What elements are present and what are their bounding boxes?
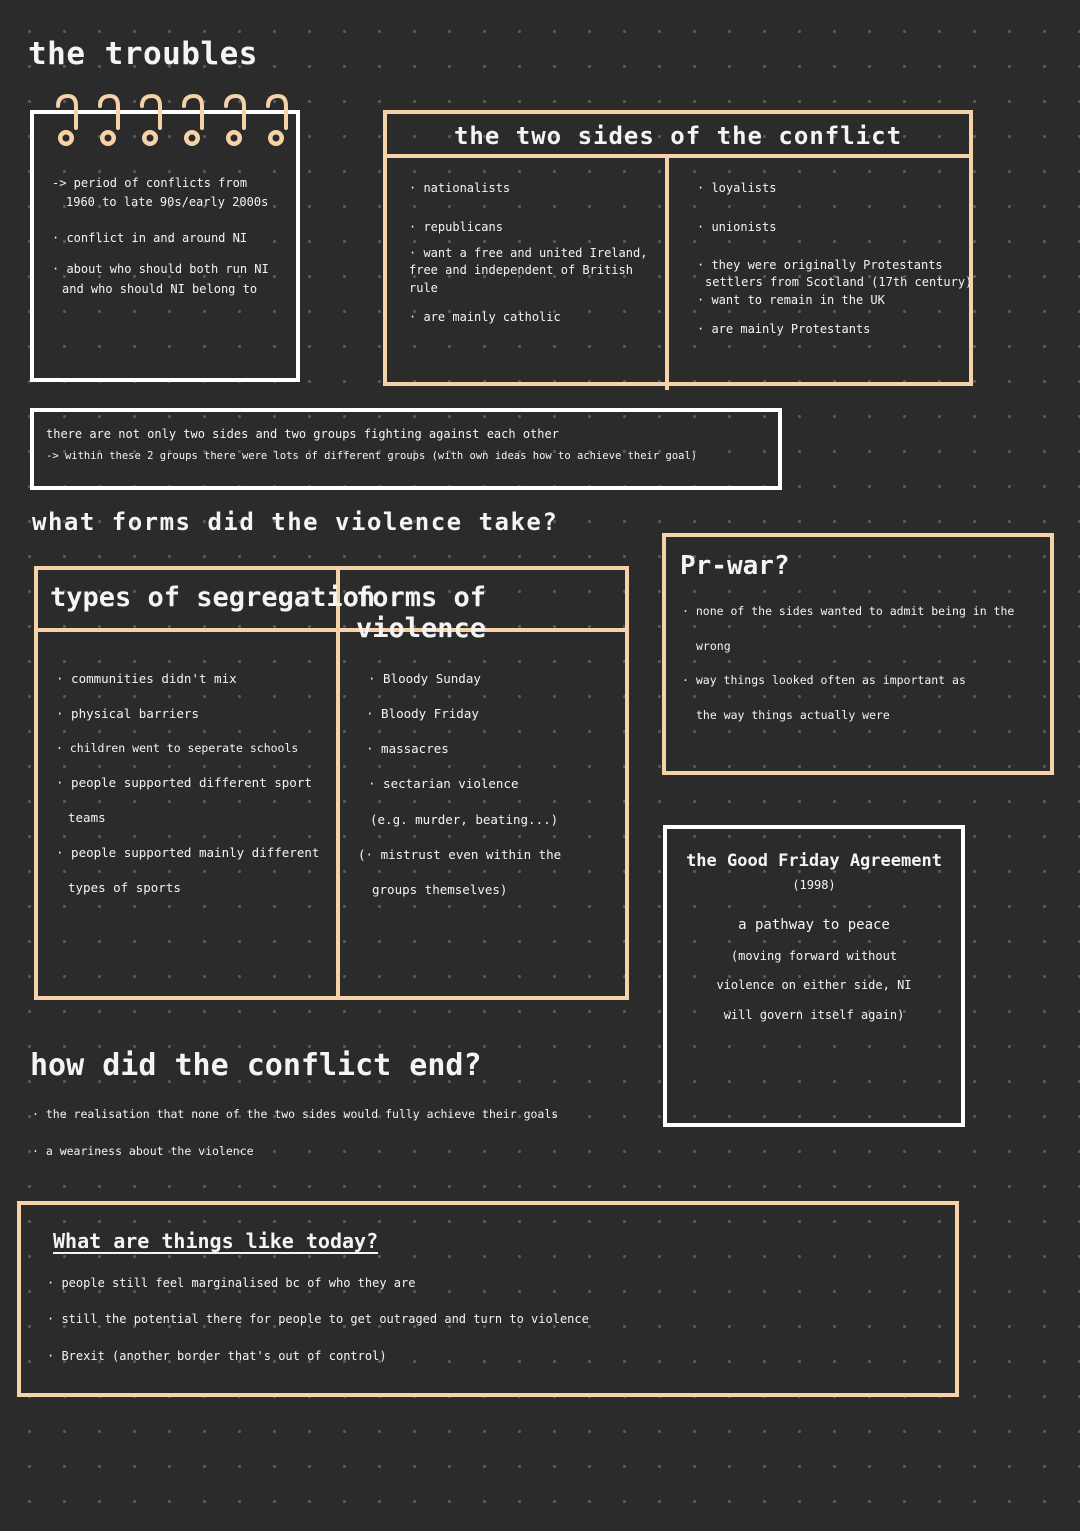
groups-note-text <box>46 426 697 465</box>
today-title: What are things like today? <box>53 1229 379 1253</box>
pr-war-line: · none of the sides wanted to admit being in the <box>682 604 1015 618</box>
segregation-item: · people supported different sport <box>56 774 312 790</box>
conflict-end-heading: how did the conflict end? <box>30 1048 482 1083</box>
violence-item: · sectarian violence <box>368 776 519 792</box>
today-line: · still the potential there for people to get outraged and turn to violence <box>47 1312 589 1327</box>
groups-note-line: there are not only two sides and two groups fighting against each other <box>46 427 559 441</box>
side-item: · unionists <box>697 220 777 235</box>
segregation-item: · communities didn't mix <box>56 671 237 686</box>
side-item: · republicans <box>409 220 503 235</box>
pr-war-text <box>682 603 1052 742</box>
table-divider <box>336 570 340 1000</box>
segregation-item: · physical barriers <box>56 706 199 722</box>
side-item: · they were originally Protestants <box>697 257 943 272</box>
notepad-line: -> period of conflicts from <box>52 176 248 190</box>
pr-war-box <box>662 533 1054 775</box>
violence-item: (· mistrust even within the <box>358 846 562 862</box>
pr-war-line: wrong <box>696 638 731 653</box>
segregation-header: types of segregation <box>50 582 376 613</box>
groups-note-box <box>30 408 782 490</box>
gfa-line: a pathway to peace <box>738 917 890 934</box>
pr-war-line: the way things actually were <box>696 708 890 723</box>
nationalists-column <box>409 180 659 326</box>
pr-war-title: Pr-war? <box>680 551 790 581</box>
segregation-item: · people supported mainly different <box>56 845 320 861</box>
notepad-line: 1960 to late 90s/early 2000s <box>66 195 269 210</box>
gfa-line: (moving forward without <box>730 948 898 963</box>
pr-war-line: · way things looked often as important as <box>682 673 966 688</box>
side-item: · are mainly catholic <box>409 309 561 324</box>
conflict-end-line: · a weariness about the violence <box>32 1143 254 1158</box>
good-friday-agreement-text <box>667 851 961 1036</box>
today-line: · Brexit (another border that's out of control) <box>47 1348 387 1363</box>
gfa-line: violence on either side, NI <box>716 978 912 993</box>
two-sides-table <box>383 110 973 386</box>
notepad-line: and who should NI belong to <box>62 281 258 296</box>
notepad-rings-icon <box>44 92 294 152</box>
notepad-line: · conflict in and around NI <box>52 230 248 245</box>
violence-forms-heading: what forms did the violence take? <box>32 508 559 536</box>
conflict-end-line: · the realisation that none of the two sides would fully achieve their goals <box>32 1107 559 1121</box>
today-text <box>47 1275 589 1384</box>
good-friday-agreement-box <box>663 825 965 1127</box>
notepad-text <box>52 175 292 300</box>
segregation-item: types of sports <box>68 880 181 896</box>
today-line: · people still feel marginalised bc of who they are <box>47 1276 416 1290</box>
side-item: · want a free and united Ireland, <box>409 245 648 260</box>
segregation-list <box>56 670 336 914</box>
conflict-end-text <box>32 1106 558 1179</box>
side-item: · nationalists <box>409 181 511 195</box>
good-friday-agreement-year: (1998) <box>792 878 836 892</box>
side-item: · are mainly Protestants <box>697 321 871 336</box>
violence-item: · Bloody Sunday <box>368 671 481 686</box>
two-sides-title: the two sides of the conflict <box>387 114 969 158</box>
violence-list <box>358 670 628 916</box>
side-item: rule <box>409 280 438 295</box>
violence-item: groups themselves) <box>372 881 508 897</box>
two-sides-divider <box>665 158 669 390</box>
page-title: the troubles <box>28 36 258 72</box>
side-item: free and independent of British <box>409 263 633 278</box>
violence-header: forms of violence <box>356 582 487 644</box>
violence-item: · Bloody Friday <box>366 706 479 722</box>
gfa-line: will govern itself again) <box>723 1007 905 1022</box>
segregation-item: · children went to seperate schools <box>56 741 299 756</box>
segregation-violence-table <box>34 566 629 1000</box>
violence-item: (e.g. murder, beating...) <box>370 811 559 827</box>
notepad-line: · about who should both run NI <box>52 262 269 277</box>
groups-note-line: -> within these 2 groups there were lots of different groups (with own ideas how to achieve their goal) <box>46 450 698 463</box>
side-item: · loyalists <box>697 181 777 195</box>
segregation-item: teams <box>68 810 106 826</box>
side-item: · want to remain in the UK <box>697 292 885 307</box>
good-friday-agreement-title: the Good Friday Agreement <box>686 851 942 871</box>
side-item: settlers from Scotland (17th century) <box>705 275 973 290</box>
today-box <box>17 1201 959 1397</box>
violence-item: · massacres <box>366 741 449 757</box>
unionists-column <box>697 180 973 338</box>
